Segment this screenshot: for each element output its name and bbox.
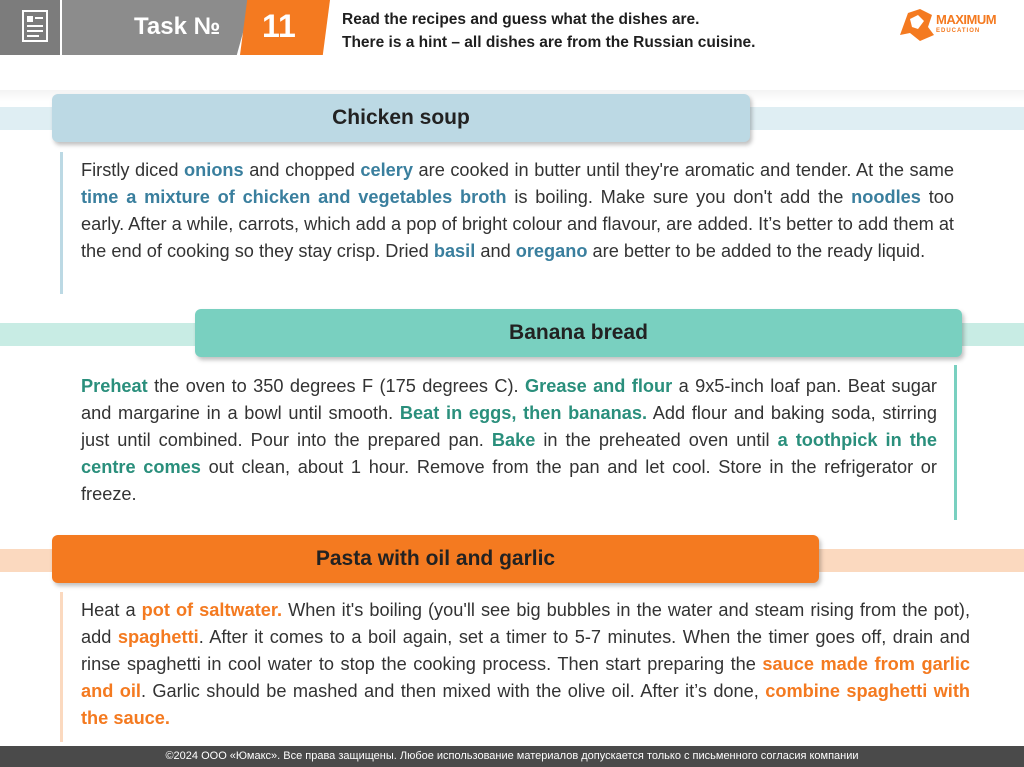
recipe-text-segment: too early. After a while, carrots, which add a pop of bright colour and flavour, are added. It’s better to add them at the end of cooking so they stay crisp. Dried bbox=[81, 187, 954, 261]
task-number: 11 bbox=[262, 8, 296, 44]
highlighted-ingredient: oregano bbox=[515, 241, 588, 261]
recipe-text-pasta bbox=[81, 597, 970, 732]
recipe-text-segment: . Garlic should be mashed and then mixed with the olive oil. After it’s done, bbox=[140, 681, 766, 701]
section-accent-line bbox=[60, 152, 63, 294]
recipe-text-segment: When it's boiling (you'll see big bubbles in the water and steam rising from the pot), add bbox=[81, 600, 971, 647]
highlighted-ingredient: sauce made from garlic and oil bbox=[81, 654, 970, 701]
logo-text: MAXIMUM bbox=[936, 12, 997, 27]
highlighted-ingredient: a toothpick in the centre comes bbox=[81, 430, 937, 477]
recipe-title-banana-bread bbox=[195, 309, 962, 357]
highlighted-ingredient: onions bbox=[184, 160, 244, 180]
highlighted-ingredient: celery bbox=[360, 160, 413, 180]
instruction-line-2: There is a hint – all dishes are from the Russian cuisine. bbox=[342, 34, 756, 51]
highlighted-ingredient: noodles bbox=[851, 187, 921, 207]
highlighted-ingredient: spaghetti bbox=[117, 627, 199, 647]
recipe-title-text: Banana bread bbox=[509, 321, 648, 344]
recipe-text-segment: . After it comes to a boil again, set a timer to 5-7 minutes. When the timer goes off, drain and rinse spaghetti in cool water to stop the cooking process. Then start preparing the bbox=[81, 627, 970, 674]
highlighted-ingredient: time a mixture of chicken and vegetables broth bbox=[81, 187, 507, 207]
highlighted-ingredient: pot of saltwater. bbox=[141, 600, 283, 620]
recipe-text-chicken-soup bbox=[81, 157, 954, 265]
document-icon bbox=[22, 10, 48, 42]
section-accent-line bbox=[954, 365, 957, 520]
task-instructions bbox=[342, 8, 755, 54]
recipe-text-segment: the oven to 350 degrees F (175 degrees C). bbox=[147, 376, 525, 396]
recipe-text-segment: Firstly diced bbox=[81, 160, 185, 180]
recipe-text-segment: in the preheated oven until bbox=[535, 430, 778, 450]
highlighted-ingredient: Grease and flour bbox=[525, 376, 673, 396]
highlighted-ingredient: combine spaghetti with the sauce. bbox=[81, 681, 971, 728]
recipe-text-segment: out clean, about 1 hour. Remove from the pan and let cool. Store in the refrigerator or freeze. bbox=[81, 457, 937, 504]
recipe-text-segment: a 9x5-inch loaf pan. Beat sugar and margarine in a bowl until smooth. bbox=[81, 376, 937, 423]
recipe-title-text: Chicken soup bbox=[332, 106, 470, 129]
highlighted-ingredient: basil bbox=[433, 241, 476, 261]
document-tab bbox=[0, 0, 60, 55]
highlighted-ingredient: Bake bbox=[491, 430, 536, 450]
highlighted-ingredient: Beat in eggs, then bananas. bbox=[399, 403, 648, 423]
recipe-text-segment: and bbox=[475, 241, 516, 261]
recipe-text-segment: are better to be added to the ready liquid. bbox=[587, 241, 926, 261]
instruction-line-1: Read the recipes and guess what the dishes are. bbox=[342, 11, 700, 28]
recipe-title-text: Pasta with oil and garlic bbox=[315, 547, 556, 570]
section-accent-line bbox=[60, 592, 63, 742]
recipe-text-segment: and chopped bbox=[243, 160, 361, 180]
logo-subtext: EDUCATION bbox=[936, 28, 981, 34]
highlighted-ingredient: Preheat bbox=[81, 376, 148, 396]
task-label: Task № bbox=[134, 13, 221, 40]
recipe-text-segment: Heat a bbox=[81, 600, 142, 620]
footer-copyright: ©2024 ООО «Юмакс». Все права защищены. Любое использование материалов допускается только с письменного согласия компании bbox=[0, 746, 1024, 767]
recipe-text-segment: Add flour and baking soda, stirring just until combined. Pour into the prepared pan. bbox=[81, 403, 937, 450]
recipe-text-segment: are cooked in butter until they're aromatic and tender. At the same bbox=[412, 160, 955, 180]
recipe-title-chicken-soup bbox=[52, 94, 750, 142]
recipe-text-banana-bread bbox=[81, 373, 937, 508]
recipe-text-segment: is boiling. Make sure you don't add the bbox=[506, 187, 852, 207]
recipe-title-pasta bbox=[52, 535, 819, 583]
